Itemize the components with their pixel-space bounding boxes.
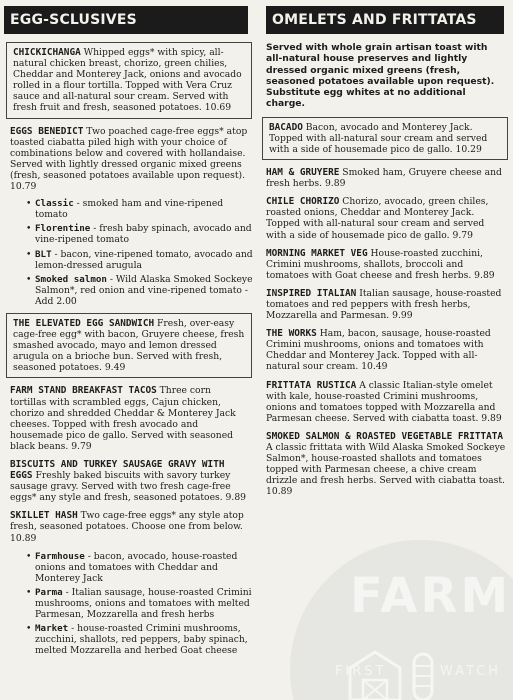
item-desc: Chorizo, avocado, green chiles, roasted onions, Cheddar and Monterey Jack. Topped with all-natural sour cream and served with a side of housemade pico de gallo. 9.79 (266, 196, 489, 241)
section-intro: Served with whole grain artisan toast with all-natural house preserves and lightly dressed organic mixed greens (fresh, seasoned potatoes available upon request). Substitute egg whites at no additional charge. (266, 42, 495, 110)
item-name: FARM STAND BREAKFAST TACOS (10, 385, 157, 397)
list-item: • Florentine - fresh baby spinach, avocado and vine-ripened tomato (28, 223, 253, 245)
item-name: FRITTATA RUSTICA (266, 379, 357, 391)
item-desc: Two cage-free eggs* any style atop fresh, seasoned potatoes. Choose one from below. 10.89 (10, 510, 244, 544)
item-name: CHILE CHORIZO (266, 196, 340, 208)
item-desc: Smoked ham, Gruyere cheese and fresh herbs. 9.89 (266, 167, 502, 190)
list-item: • Parma - Italian sausage, house-roasted Crimini mushrooms, onions and tomatoes with melted Parmesan, Mozzarella and fresh herbs (28, 587, 253, 620)
item-desc: Ham, bacon, sausage, house-roasted Crimini mushrooms, onions and tomatoes with Cheddar and Monterey Jack. Topped with all-natural sour cream. 10.49 (266, 328, 491, 373)
menu-item-morning-market-veg (262, 248, 509, 281)
item-name: CHICKICHANGA (13, 47, 81, 58)
menu-item-the-works (262, 328, 509, 372)
item-name: SKILLET HASH (10, 510, 78, 522)
item-name: HAM & GRUYERE (266, 167, 340, 179)
item-desc: Bacon, avocado and Monterey Jack. Topped with all-natural sour cream and served with a side of housemade pico de gallo. 10.29 (269, 121, 488, 155)
benedict-options (28, 198, 253, 307)
logo-sub-first: FIRST (335, 664, 387, 679)
section-heading-egg-sclusives: EGG-SCLUSIVES (4, 6, 248, 34)
item-name: INSPIRED ITALIAN (266, 287, 357, 299)
menu-item-breakfast-tacos (4, 385, 253, 452)
item-desc: A classic frittata with Wild Alaska Smoked Sockeye Salmon*, house-roasted shallots and tomatoes topped with Parmesan cheese, a chive cream drizzle and fresh herbs. Served with ciabatta toast. 10.89 (266, 442, 506, 498)
item-name: EGGS BENEDICT (10, 125, 84, 137)
skillet-hash-options (28, 551, 253, 657)
menu-item-chickichanga (6, 42, 252, 119)
item-name: THE ELEVATED EGG SANDWICH (13, 317, 155, 329)
menu-item-ham-gruyere (262, 167, 509, 189)
item-desc: House-roasted zucchini, Crimini mushrooms, shallots, broccoli and tomatoes with Goat cheese and fresh herbs. 9.89 (266, 247, 495, 281)
item-desc: Freshly baked biscuits with savory turkey sausage gravy. Served with two fresh cage-free eggs* any style and fresh, seasoned potatoes. 9.89 (10, 470, 247, 504)
list-item: • Farmhouse - bacon, avocado, house-roasted onions and tomatoes with Cheddar and Monterey Jack (28, 551, 253, 584)
item-desc: Fresh, over-easy cage-free egg* with bacon, Gruyere cheese, fresh smashed avocado, mayo and lemon dressed arugula on a brioche bun. Served with fresh, seasoned potatoes. 9.49 (13, 317, 245, 374)
menu-item-smoked-salmon-frittata (262, 431, 509, 498)
item-desc: Italian sausage, house-roasted tomatoes and red peppers with fresh herbs, Mozzarella and Parmesan. 9.99 (266, 287, 502, 322)
item-name: BACADO (269, 121, 303, 133)
item-desc: A classic Italian-style omelet with kale, house-roasted Crimini mushrooms, onions and tomatoes topped with Mozzarella and Parmesan cheese. Served with ciabatta toast. 9.89 (266, 379, 502, 424)
list-item: • Smoked salmon - Wild Alaska Smoked Sockeye Salmon*, red onion and vine-ripened tomato - Add 2.00 (28, 274, 253, 307)
section-heading-omelets: OMELETS AND FRITTATAS (266, 6, 504, 34)
menu-item-chile-chorizo (262, 196, 509, 240)
menu-item-frittata-rustica (262, 380, 509, 424)
item-desc: Two poached cage-free eggs* atop toasted ciabatta piled high with your choice of combinations below and covered with hollandaise. Served with lightly dressed organic mixed greens (fresh, seasoned potatoes available upon request). 10.79 (10, 125, 248, 193)
item-desc: Whipped eggs* with spicy, all-natural chicken breast, chorizo, green chilies, Cheddar and Monterey Jack, onions and avocado rolled in a flour tortilla. Topped with Vera Cruz sauce and all-natural sour cream. Served with fresh fruit and fresh, seasoned potatoes. 10.69 (13, 47, 242, 114)
list-item: • Classic - smoked ham and vine-ripened tomato (28, 198, 253, 220)
menu-item-elevated-egg-sandwich (6, 313, 252, 378)
item-name: BISCUITS AND TURKEY SAUSAGE GRAVY WITH EGGS (10, 459, 225, 482)
logo-sub-watch: WATCH (440, 664, 502, 679)
menu-item-eggs-benedict (4, 126, 253, 193)
omelets-frittatas-column (262, 6, 509, 505)
menu-item-biscuits-gravy (4, 459, 253, 503)
menu-item-skillet-hash (4, 510, 253, 543)
farm-logo-word: FARM (350, 568, 512, 624)
list-item: • Market - house-roasted Crimini mushrooms, zucchini, shallots, red peppers, baby spinach, melted Mozzarella and herbed Goat cheese (28, 623, 253, 656)
list-item: • BLT - bacon, vine-ripened tomato, avocado and lemon-dressed arugula (28, 249, 253, 271)
item-desc: Three corn tortillas with scrambled eggs, Cajun chicken, chorizo and shredded Cheddar & Monterey Jack cheeses. Topped with fresh avocado and housemade pico de gallo. Served with seasoned black beans. 9.79 (10, 385, 236, 452)
item-name: SMOKED SALMON & ROASTED VEGETABLE FRITTATA (266, 430, 504, 442)
item-name: MORNING MARKET VEG (266, 247, 368, 259)
egg-sclusives-column (4, 6, 253, 663)
item-name: THE WORKS (266, 328, 317, 340)
menu-item-bacado (262, 117, 508, 160)
menu-item-inspired-italian (262, 288, 509, 321)
